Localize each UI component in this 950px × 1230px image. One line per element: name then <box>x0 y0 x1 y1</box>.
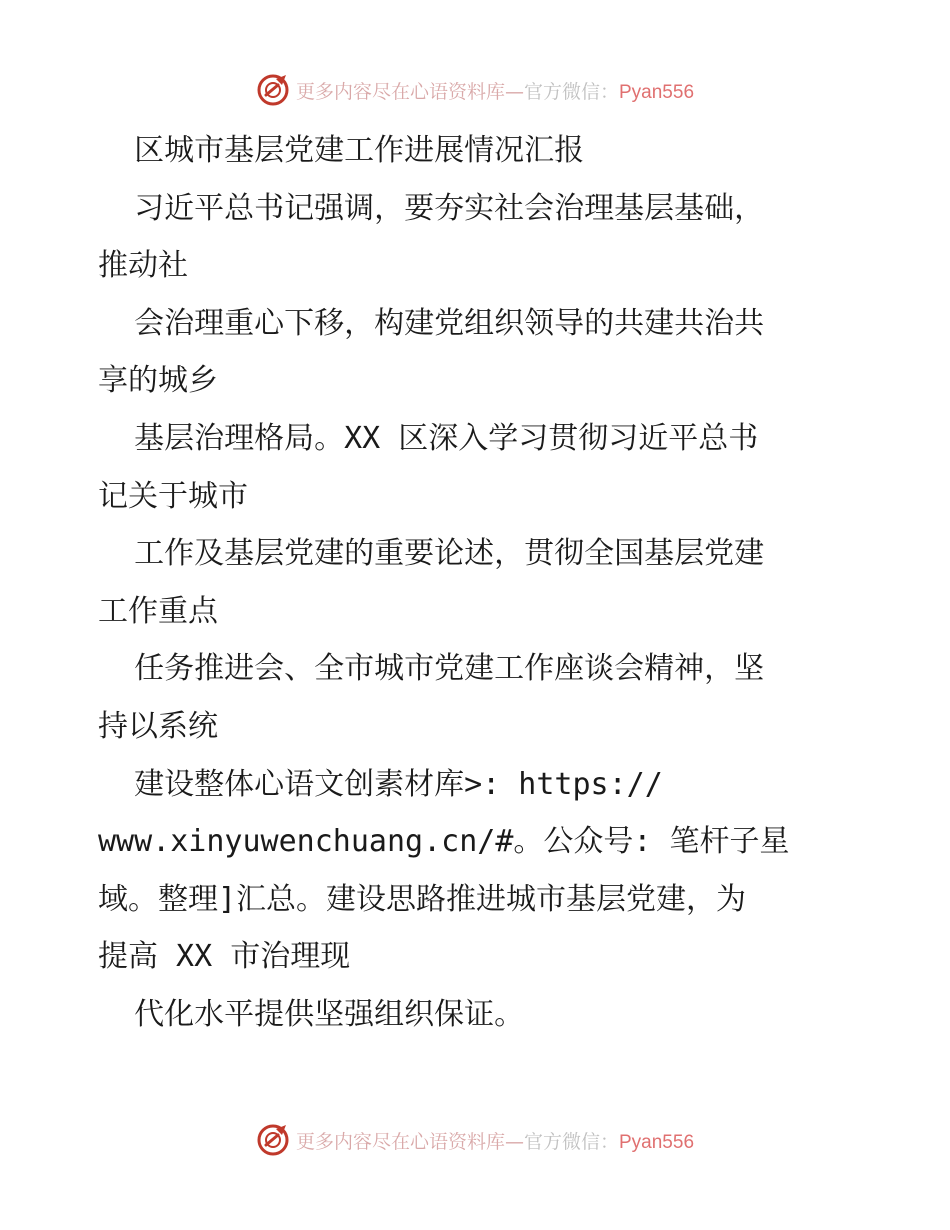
banner-wechat-label: 官方微信： <box>523 1130 619 1153</box>
banner-text <box>296 77 694 104</box>
text-line: 工作及基层党建的重要论述，贯彻全国基层党建 <box>98 536 765 572</box>
text-line: 域。整理]汇总。建设思路推进城市基层党建，为 <box>98 881 747 917</box>
header-banner <box>0 70 950 110</box>
banner-main: 更多内容尽在心语资料库 <box>295 80 505 103</box>
footer-banner <box>0 1120 950 1160</box>
banner-wechat-id: Pyan556 <box>619 1131 695 1153</box>
banner-dash: — <box>504 80 524 103</box>
banner-text <box>296 1127 694 1154</box>
text-line: www.xinyuwenchuang.cn/#。公众号: 笔杆子星 <box>98 824 790 860</box>
text-line: 习近平总书记强调，要夯实社会治理基层基础， <box>98 190 765 226</box>
text-line: 享的城乡 <box>98 363 218 399</box>
text-line: 基层治理格局。XX 区深入学习贯彻习近平总书 <box>98 420 759 456</box>
logo-icon <box>256 1123 290 1157</box>
banner-main: 更多内容尽在心语资料库 <box>295 1130 505 1153</box>
text-line: 提高 XX 市治理现 <box>98 939 351 975</box>
text-line: 会治理重心下移，构建党组织领导的共建共治共 <box>98 305 765 341</box>
text-line: 工作重点 <box>98 593 218 629</box>
banner-wechat-label: 官方微信： <box>523 80 619 103</box>
text-line: 推动社 <box>98 248 188 284</box>
text-line: 持以系统 <box>98 708 218 744</box>
text-line: 区城市基层党建工作进展情况汇报 <box>98 133 585 168</box>
text-line: 代化水平提供坚强组织保证。 <box>98 996 525 1032</box>
text-line: 任务推进会、全市城市党建工作座谈会精神，坚 <box>98 651 765 687</box>
text-line: 建设整体心语文创素材库>: https:// <box>98 766 663 802</box>
logo-icon <box>256 73 290 107</box>
banner-wechat-id: Pyan556 <box>619 81 695 103</box>
text-line: 记关于城市 <box>98 478 248 514</box>
banner-dash: — <box>504 1130 524 1153</box>
document-body <box>98 122 868 1044</box>
